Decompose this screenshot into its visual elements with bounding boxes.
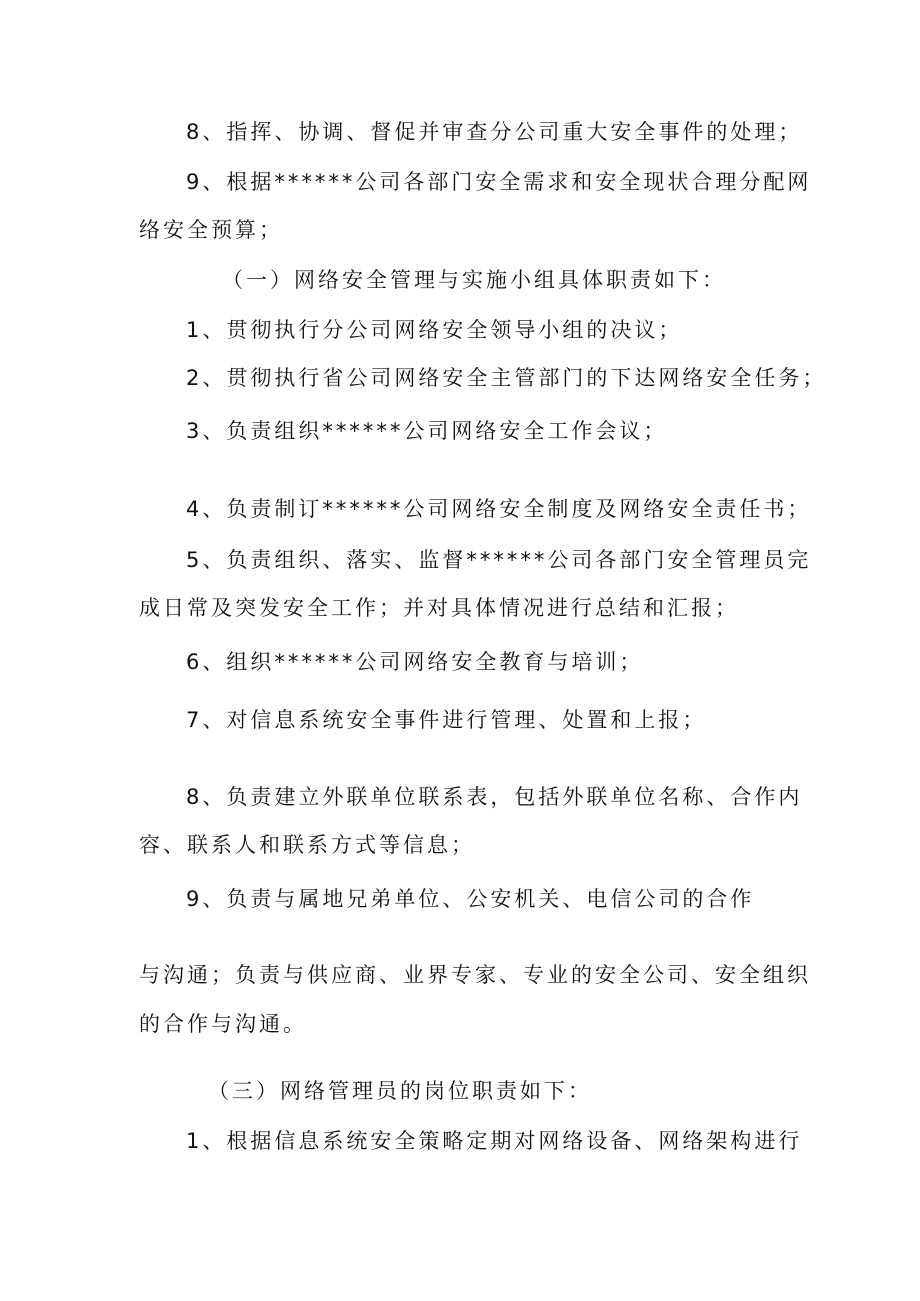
paragraph-line: 络安全预算； [139,218,283,242]
paragraph-line: 5、负责组织、落实、监督******公司各部门安全管理员完 [186,548,812,572]
paragraph-line: 8、指挥、协调、督促并审查分公司重大安全事件的处理； [186,120,803,144]
paragraph-line: 容、联系人和联系方式等信息； [139,833,475,857]
paragraph-line: 3、负责组织******公司网络安全工作会议； [186,419,668,443]
section-heading: （一）网络安全管理与实施小组具体职责如下： [222,268,726,292]
paragraph-line: 7、对信息系统安全事件进行管理、处置和上报； [186,708,707,732]
paragraph-line: 1、贯彻执行分公司网络安全领导小组的决议； [186,318,683,342]
paragraph-line: 1、根据信息系统安全策略定期对网络设备、网络架构进行 [186,1129,803,1153]
paragraph-line: 8、负责建立外联单位联系表，包括外联单位名称、合作内 [186,785,803,809]
section-heading: （三）网络管理员的岗位职责如下： [208,1079,592,1103]
paragraph-line: 与沟通；负责与供应商、业界专家、专业的安全公司、安全组织 [139,963,811,987]
paragraph-line: 成日常及突发安全工作；并对具体情况进行总结和汇报； [139,596,739,620]
paragraph-line: 9、根据******公司各部门安全需求和安全现状合理分配网 [186,170,812,194]
paragraph-line: 4、负责制订******公司网络安全制度及网络安全责任书； [186,497,812,521]
paragraph-line: 的合作与沟通。 [139,1012,307,1036]
paragraph-line: 2、贯彻执行省公司网络安全主管部门的下达网络安全任务； [186,366,827,390]
paragraph-line: 6、组织******公司网络安全教育与培训； [186,650,644,674]
paragraph-line: 9、负责与属地兄弟单位、公安机关、电信公司的合作 [186,887,755,911]
